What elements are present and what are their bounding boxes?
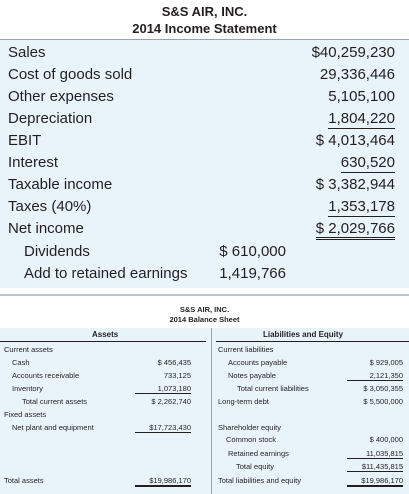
is-row-other-expenses	[0, 87, 409, 109]
bs-label: Accounts receivable	[12, 371, 80, 380]
bs-label: Accounts payable	[228, 358, 288, 367]
bs-asset-row	[0, 410, 206, 421]
is-label: Taxes (40%)	[8, 198, 92, 215]
is-value: $ 610,000	[219, 243, 286, 260]
bs-label: Common stock	[226, 435, 277, 444]
bs-liability-row	[216, 435, 409, 446]
bs-value: $ 456,435	[157, 358, 191, 367]
is-label: Taxable income	[8, 176, 113, 193]
bs-value: $ 2,262,740	[151, 397, 191, 406]
is-value: 1,353,178	[328, 198, 395, 215]
bs-value: $19,986,170	[135, 476, 191, 487]
is-row-sales	[0, 43, 409, 65]
income-statement-title: 2014 Income Statement	[132, 21, 277, 36]
is-row-cogs	[0, 65, 409, 87]
bs-value: $ 400,000	[369, 435, 403, 444]
balance-sheet-company: S&S AIR, INC.	[179, 305, 230, 314]
is-value: 1,419,766	[219, 265, 286, 282]
bs-label: Current assets	[4, 345, 53, 354]
is-label: Dividends	[24, 243, 90, 260]
bs-label: Total current liabilities	[237, 384, 309, 393]
is-label: Other expenses	[8, 88, 114, 105]
is-label: Cost of goods sold	[8, 66, 133, 83]
is-row-dividends	[0, 242, 409, 264]
bs-value: $ 5,500,000	[363, 397, 403, 406]
bs-liability-row	[216, 345, 409, 356]
income-statement-header	[0, 0, 409, 40]
bs-label: Fixed assets	[4, 410, 47, 419]
is-value: 29,336,446	[319, 66, 395, 83]
is-row-retained-earnings-addition	[0, 264, 409, 286]
assets-header-label: Assets	[92, 330, 119, 339]
is-value: $ 4,013,464	[315, 132, 395, 149]
liabilities-header-label: Liabilities and Equity	[263, 330, 344, 339]
is-value: $ 2,029,766	[316, 220, 395, 240]
bs-liability-row	[216, 423, 409, 434]
bs-label: Net plant and equipment	[12, 423, 94, 432]
bs-liability-row	[216, 397, 409, 408]
bs-label: Total assets	[4, 476, 44, 485]
balance-sheet	[0, 298, 409, 494]
is-value: $40,259,230	[311, 44, 395, 61]
is-label: Add to retained earnings	[24, 265, 188, 282]
balance-sheet-divider	[211, 328, 212, 494]
bs-label: Total current assets	[22, 397, 88, 406]
bs-value: 733,125	[163, 371, 191, 380]
bs-liability-row	[216, 384, 409, 395]
is-value: 630,520	[340, 154, 395, 171]
bs-label: Long-term debt	[218, 397, 269, 406]
bs-value: $19,986,170	[347, 476, 403, 487]
is-label: Net income	[8, 220, 84, 237]
bs-value: 11,035,815	[347, 449, 403, 459]
is-row-net-income	[0, 219, 409, 241]
bs-asset-row	[0, 476, 206, 487]
bs-asset-row	[0, 384, 206, 395]
bs-asset-row	[0, 397, 206, 408]
bs-asset-row	[0, 345, 206, 356]
liabilities-column-header	[216, 330, 409, 342]
is-row-depreciation	[0, 109, 409, 131]
bs-value: $ 929,005	[369, 358, 403, 367]
is-value: $ 3,382,944	[315, 176, 395, 193]
is-row-interest	[0, 153, 409, 175]
bs-label: Inventory	[12, 384, 43, 393]
bs-liability-row	[216, 371, 409, 382]
balance-sheet-title: 2014 Balance Sheet	[169, 315, 240, 324]
bs-label: Total liabilities and equity	[218, 476, 301, 485]
section-gap	[0, 288, 409, 298]
is-label: Interest	[8, 154, 59, 171]
income-statement-company: S&S AIR, INC.	[161, 4, 248, 19]
bs-liability-row	[216, 358, 409, 369]
bs-value: 2,121,350	[347, 371, 403, 381]
is-value: 1,804,220	[328, 110, 395, 127]
bs-value: $11,435,815	[347, 462, 403, 472]
bs-liability-row	[216, 462, 409, 473]
bs-value: 1,073,180	[135, 384, 191, 394]
is-label: EBIT	[8, 132, 42, 149]
bs-value: $ 3,050,355	[363, 384, 403, 393]
section-divider	[0, 294, 409, 296]
is-row-ebit	[0, 131, 409, 153]
bs-label: Cash	[12, 358, 30, 367]
balance-sheet-header	[0, 298, 409, 328]
bs-asset-row	[0, 423, 206, 434]
bs-label: Notes payable	[228, 371, 276, 380]
assets-column-header	[0, 330, 206, 342]
bs-asset-row	[0, 358, 206, 369]
is-label: Sales	[8, 44, 46, 61]
is-value: 5,105,100	[328, 88, 395, 105]
is-row-taxable-income	[0, 175, 409, 197]
is-row-taxes	[0, 197, 409, 219]
bs-liability-row	[216, 476, 409, 487]
bs-label: Total equity	[236, 462, 274, 471]
bs-label: Retained earnings	[228, 449, 289, 458]
bs-asset-row	[0, 371, 206, 382]
bs-value: $17,723,430	[135, 423, 191, 433]
bs-label: Current liabilities	[218, 345, 274, 354]
bs-liability-row	[216, 449, 409, 460]
is-label: Depreciation	[8, 110, 93, 127]
bs-label: Shareholder equity	[218, 423, 281, 432]
